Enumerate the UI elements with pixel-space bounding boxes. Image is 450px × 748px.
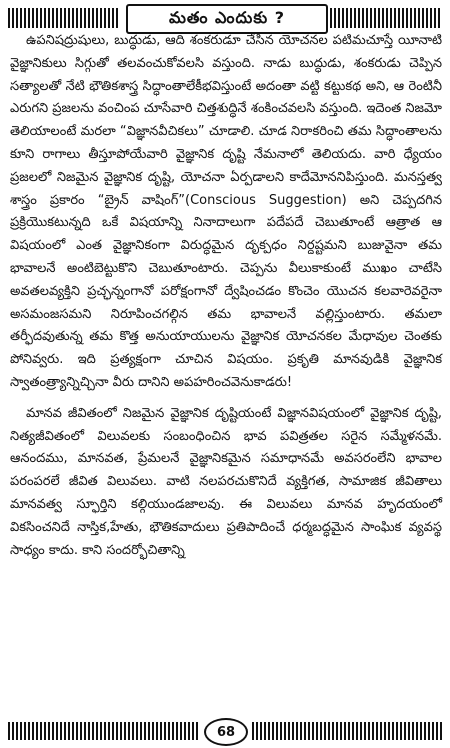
header-hatch-right — [330, 8, 442, 28]
paragraph-1: ఉపనిషద్రుషులు, బుద్ధుడు, ఆది శంకరుడూ చేసిన యోచనల పటిమచూస్తే యీనాటి వైజ్ఞానికులు సిగ్గుతో తలవంచుకోవలసి వస్తుంది. నాడు బుద్ధుడు, శంకరుడు చెప్పిన సత్యాలతో నేటి భౌతికశాస్త్ర సిద్ధాంతాలేకీభవిస్తుంటే అదంతా వట్టి కట్టుకథ అని, ఆ రెంటినీ ఎరుగని ప్రజలను వంచింప చూసేవారి చిత్తశుద్ధినే శంకించవలసి వస్తుంది. ఇదెంత నిజమో తెలియాలంటే మరలా “విజ్ఞానవీచికలు” చూడాలి. చూడ నిరాకరించి తమ సిద్ధాంతాలను కూని రాగాలు తీస్తూపోయేవారి వైజ్ఞానిక దృష్టి నేమనాలో తెలియదు. వారి ధ్యేయం ప్రజలలో నిజమైన వైజ్ఞానిక దృష్టి, యోచనా ఏర్పడాలని కాదేమోననిపిస్తుంది. మనస్తత్వ శాస్త్రం ప్రకారం “బ్రైన్ వాషింగ్”(Conscious Suggestion) అని చెప్పదగిన ప్రక్రియొకటున్నది ఒకే విషయాన్ని నినాదాలుగా పదేపదే చెబుతూంటే ఆత్రాత ఆ విషయంలో ఎంత వైజ్ఞానికంగా విరుద్ధమైన దృక్పధం నిర్దష్టమని బుజువైనా తమ భావాలనే అంటిబెట్టుకొని చెబుతూంటారు. చెప్పను వీలుకాకుంటే ముఖం చాటేసి అవతలవ్యక్తిని ప్రచ్ఛన్నంగానో పరోక్షంగానో ద్వేషించడం కొంచెం యొచన కలవారెవరైనా అసమంజసమని నిరూపించగల్గిన తమ భావాలనే వల్లిస్తుంటారు. తమలా తర్ఫీదవుతున్న తమ కొత్త అనుయాయులను వైజ్ఞానిక యోచనకల మేధావుల చెంతకు పోనివ్వరు. ఇది ప్రత్యక్షంగా చూచిన విషయం. ప్రకృతి మానవుడికి వైజ్ఞానిక స్వాతంత్ర్యాన్నిచ్చినా వీరు దానిని అపహరించవెనుకాడరు! — [10, 33, 442, 390]
page-number: 68 — [204, 718, 248, 746]
footer-hatch-right — [252, 722, 442, 740]
page-body — [10, 30, 442, 562]
header-hatch-left — [8, 8, 120, 28]
page-header — [8, 4, 442, 32]
chapter-title: మతం ఎందుకు ? — [126, 4, 328, 34]
paragraph-2: మానవ జీవితంలో నిజమైన వైజ్ఞానిక దృష్టియంటే విజ్ఞానవిషయంలో వైజ్ఞానిక దృష్టి, నిత్యజీవితంలో విలువలకు సంబంధించిన భావ పవిత్రతల సరైన సమ్మేళనమే. ఆనందము, మానవత, ప్రేమలనే వైజ్ఞానికమైన సమాధానమే అవసరంలేని భావాల పరంపరలే జీవిత విలువలు. వాటి నలపరచుకొనిదే వ్యక్తిగత, సామాజిక జీవితాలు మానవత్వ స్ఫూర్తిని కల్గియుండజాలవు. ఈ విలువలు మానవ హృదయంలో వికసించనిదే నాస్తిక,హేతు, భౌతికవాదులు ప్రతిపాదించే ధర్మబద్ధమైన సాంఘిక వ్యవస్థ సాధ్యం కాదు. కాని సందర్భోచితాన్ని — [10, 405, 442, 558]
page-footer — [8, 718, 442, 744]
footer-hatch-left — [8, 722, 198, 740]
